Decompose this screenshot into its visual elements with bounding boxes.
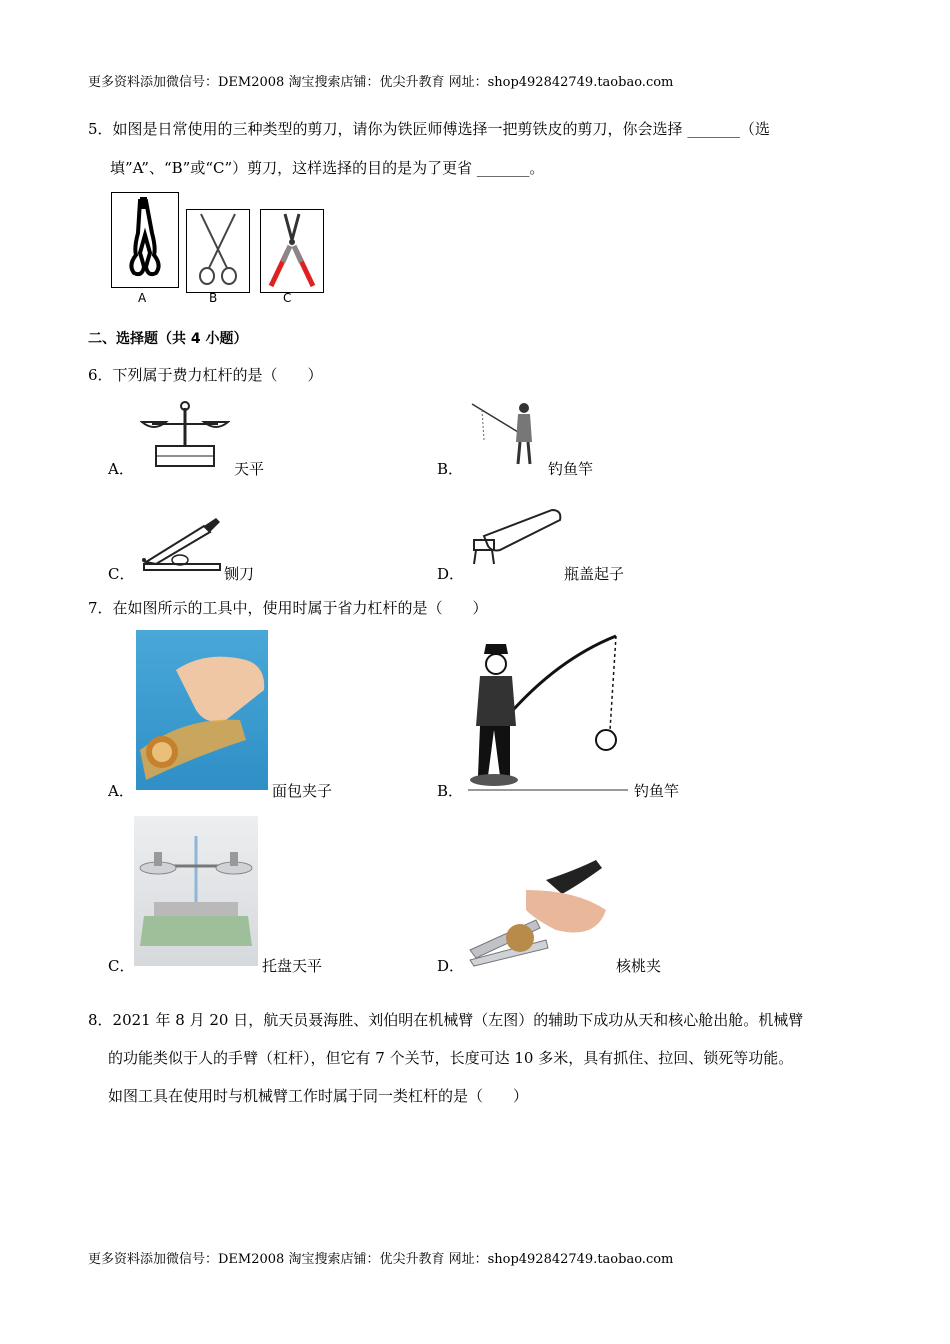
q6-guillotine-image	[138, 516, 222, 578]
q7-option-d-text: 核桃夹	[616, 957, 662, 975]
scissors-a-label: A	[138, 291, 147, 305]
q5-line1: 5．如图是日常使用的三种类型的剪刀，请你为铁匠师傅选择一把剪铁皮的剪刀，你会选择 _______（选	[88, 120, 770, 138]
q7-option-b-letter: B．	[437, 782, 464, 800]
q6-option-d-letter: D．	[437, 565, 465, 583]
q6-stem: 6．下列属于费力杠杆的是（ ）	[88, 366, 323, 384]
q6-option-a-text: 天平	[234, 460, 265, 478]
q7-tray-balance-image	[134, 816, 258, 966]
scissors-c-image	[260, 209, 324, 293]
q7-walnut-cracker-image	[466, 850, 616, 970]
q7-option-b-text: 钓鱼竿	[634, 782, 680, 800]
page-header: 更多资料添加微信号：DEM2008 淘宝搜索店铺：优尖升教育 网址：shop492842749.taobao.com	[88, 75, 674, 90]
q6-option-b-text: 钓鱼竿	[548, 460, 594, 478]
scissors-c-label: C	[283, 291, 292, 305]
q8-line2: 的功能类似于人的手臂（杠杆），但它有 7 个关节，长度可达 10 多米，具有抓住、拉回、锁死等功能。	[108, 1049, 794, 1067]
q7-option-d-letter: D．	[437, 957, 465, 975]
q6-option-c-text: 铡刀	[224, 565, 255, 583]
q6-balance-image	[140, 400, 230, 472]
q7-option-c-text: 托盘天平	[262, 957, 323, 975]
q7-bread-clip-image	[136, 630, 268, 790]
q7-option-a-letter: A．	[108, 782, 134, 800]
q6-option-a-letter: A．	[108, 460, 134, 478]
scissors-a-image	[111, 192, 179, 288]
q6-option-c-letter: C．	[108, 565, 135, 583]
q6-bottle-opener-image	[464, 506, 564, 568]
q8-line1: 8．2021 年 8 月 20 日，航天员聂海胜、刘伯明在机械臂（左图）的辅助下成功从天和核心舱出舱。机械臂	[88, 1011, 804, 1029]
q8-line3: 如图工具在使用时与机械臂工作时属于同一类杠杆的是（ ）	[108, 1087, 529, 1105]
q7-fishing-image	[466, 630, 630, 792]
section-title: 二、选择题（共 4 小题）	[88, 331, 248, 347]
q7-option-a-text: 面包夹子	[272, 782, 333, 800]
q5-line2: 填”A”、“B”或“C”）剪刀，这样选择的目的是为了更省 _______。	[110, 159, 545, 177]
q7-stem: 7．在如图所示的工具中，使用时属于省力杠杆的是（ ）	[88, 599, 488, 617]
scissors-b-label: B	[209, 291, 218, 305]
scissors-b-image	[186, 209, 250, 293]
page-footer: 更多资料添加微信号：DEM2008 淘宝搜索店铺：优尖升教育 网址：shop492842749.taobao.com	[88, 1252, 674, 1267]
q6-fishing-image	[468, 398, 544, 470]
q6-option-d-text: 瓶盖起子	[564, 565, 625, 583]
q6-option-b-letter: B．	[437, 460, 464, 478]
q7-option-c-letter: C．	[108, 957, 135, 975]
